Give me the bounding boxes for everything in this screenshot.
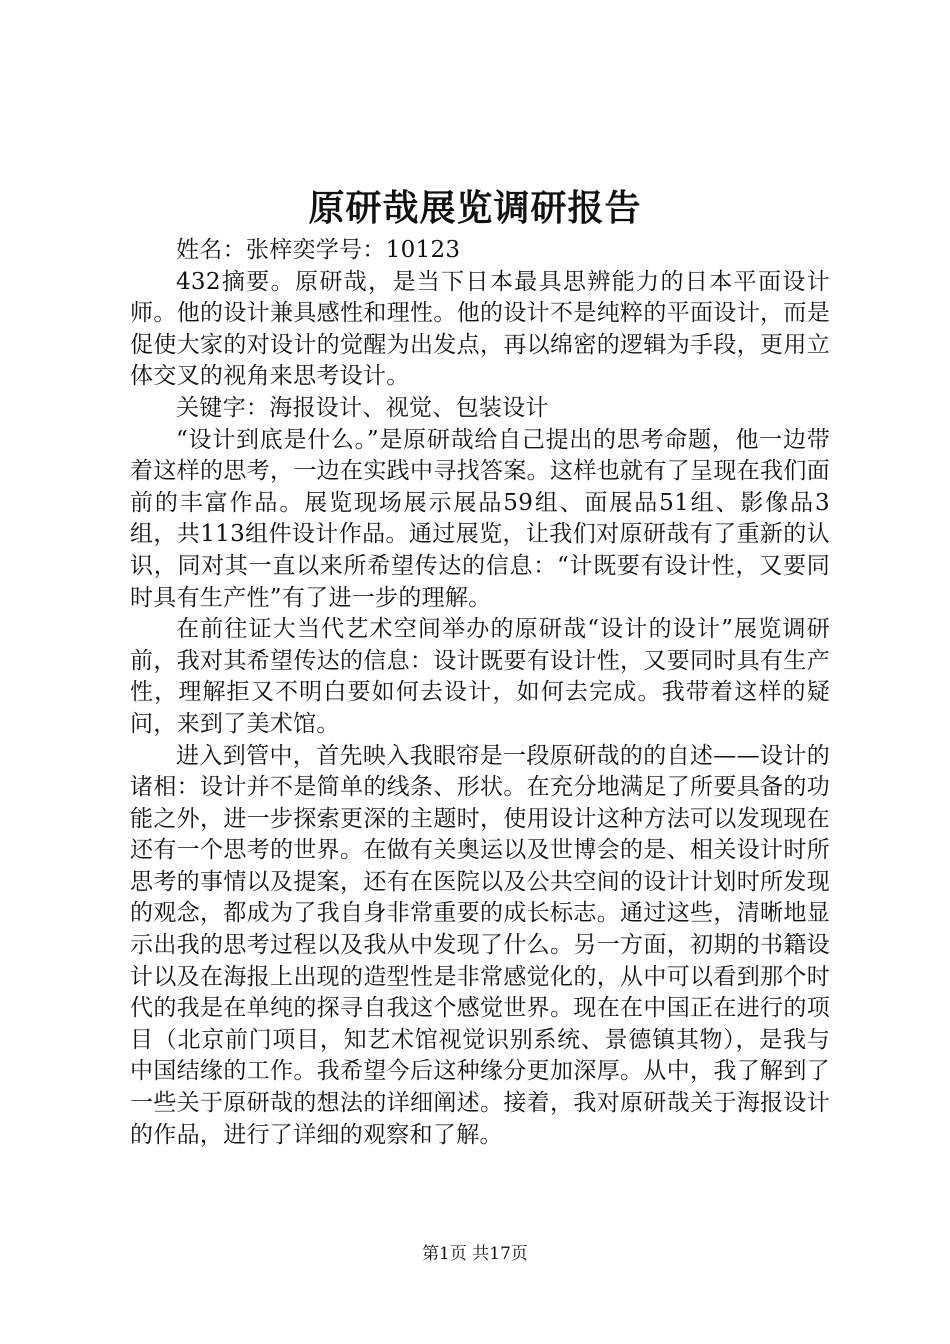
body-paragraph: 在前往证大当代艺术空间举办的原研哉“设计的设计”展览调研前，我对其希望传达的信息：设计既要有设计性，又要同时具有生产性，理解拒又不明白要如何去设计，如何去完成。我带着这样的疑问，来到了美术馆。 xyxy=(130,616,830,737)
keywords-line: 关键字：海报设计、视觉、包装设计 xyxy=(176,394,549,421)
page-footer: 第1页 共17页 xyxy=(422,1244,528,1264)
author-line: 姓名：张梓奕学号：10123 xyxy=(176,237,461,263)
document-body xyxy=(130,235,830,1151)
body-paragraph: 进入到管中，首先映入我眼帘是一段原研哉的的自述——设计的诸相：设计并不是简单的线条、形状。在充分地满足了所要具备的功能之外，进一步探索更深的主题时，使用设计这种方法可以发现现在还有一个思考的世界。在做有关奥运以及世博会的是、相关设计时所思考的事情以及提案，还有在医院以及公共空间的设计计划时所发现的观念，都成为了我自身非常重要的成长标志。通过这些，清晰地显示出我的思考过程以及我从中发现了什么。另一方面，初期的书籍设计以及在海报上出现的造型性是非常感觉化的，从中可以看到那个时代的我是在单纯的探寻自我这个感觉世界。现在在中国正在进行的项目（北京前门项目，知艺术馆视觉识别系统、景德镇其物），是我与中国结缘的工作。我希望今后这种缘分更加深厚。从中，我了解到了一些关于原研哉的想法的详细阐述。接着，我对原研哉关于海报设计的作品，进行了详细的观察和了解。 xyxy=(130,742,830,1148)
body-paragraph: “设计到底是什么。”是原研哉给自己提出的思考命题，他一边带着这样的思考，一边在实践中寻找答案。这样也就有了呈现在我们面前的丰富作品。展览现场展示展品59组、面展品51组、影像品3组，共113组件设计作品。通过展览，让我们对原研哉有了重新的认识，同对其一直以来所希望传达的信息：“计既要有设计性，又要同时具有生产性”有了进一步的理解。 xyxy=(130,426,830,611)
abstract-paragraph: 432摘要。原研哉，是当下日本最具思辨能力的日本平面设计师。他的设计兼具感性和理性。他的设计不是纯粹的平面设计，而是促使大家的对设计的觉醒为出发点，再以绵密的逻辑为手段，更用立体交叉的视角来思考设计。 xyxy=(130,268,830,390)
document-title: 原研哉展览调研报告 xyxy=(308,187,642,229)
